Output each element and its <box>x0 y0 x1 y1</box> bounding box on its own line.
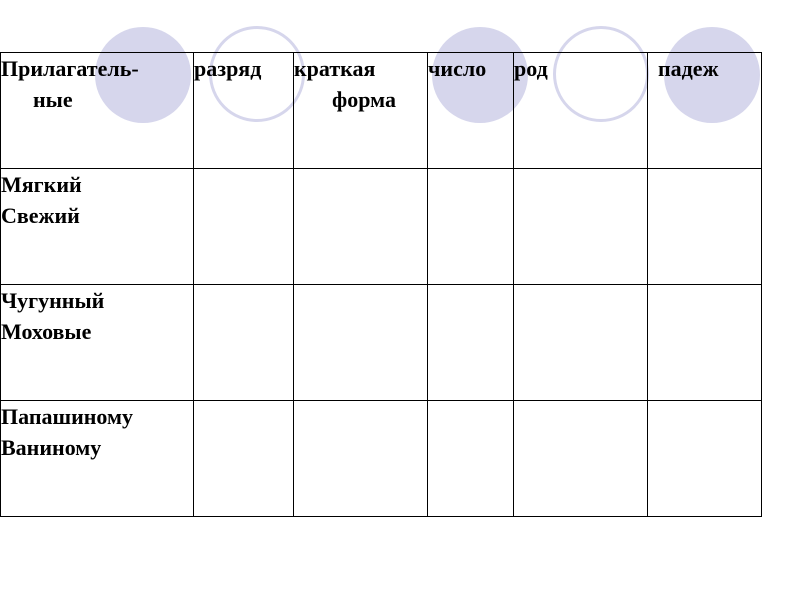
empty-cell <box>294 285 428 401</box>
header-gender-label: род <box>514 56 548 81</box>
empty-cell <box>514 401 648 517</box>
row-word-1: Папашиному <box>1 404 133 429</box>
empty-cell <box>648 401 762 517</box>
header-adjectives-line2: ные <box>33 87 73 112</box>
header-adjectives-line1: Прилагатель- <box>1 56 139 81</box>
header-number <box>428 53 514 169</box>
empty-cell <box>514 169 648 285</box>
header-number-label: число <box>428 56 487 81</box>
header-gender <box>514 53 648 169</box>
header-adjectives <box>1 53 194 169</box>
empty-cell <box>194 169 294 285</box>
header-short-form-line2: форма <box>332 87 396 112</box>
header-case-label: падеж <box>658 56 719 81</box>
table-row <box>1 169 762 285</box>
header-short-form-line1: краткая <box>294 56 376 81</box>
empty-cell <box>428 401 514 517</box>
row-word-2: Свежий <box>1 203 80 228</box>
header-short-form <box>294 53 428 169</box>
empty-cell <box>428 285 514 401</box>
row-words <box>1 169 194 285</box>
empty-cell <box>294 401 428 517</box>
header-case <box>648 53 762 169</box>
table-row <box>1 401 762 517</box>
empty-cell <box>648 169 762 285</box>
header-category-label: разряд <box>194 56 262 81</box>
empty-cell <box>514 285 648 401</box>
empty-cell <box>194 285 294 401</box>
header-category <box>194 53 294 169</box>
empty-cell <box>648 285 762 401</box>
table-header-row <box>1 53 762 169</box>
row-word-2: Ваниному <box>1 435 102 460</box>
row-words <box>1 285 194 401</box>
row-word-1: Мягкий <box>1 172 82 197</box>
empty-cell <box>428 169 514 285</box>
row-words <box>1 401 194 517</box>
empty-cell <box>194 401 294 517</box>
row-word-2: Моховые <box>1 319 92 344</box>
empty-cell <box>294 169 428 285</box>
table-row <box>1 285 762 401</box>
adjective-analysis-table <box>0 52 762 517</box>
row-word-1: Чугунный <box>1 288 105 313</box>
